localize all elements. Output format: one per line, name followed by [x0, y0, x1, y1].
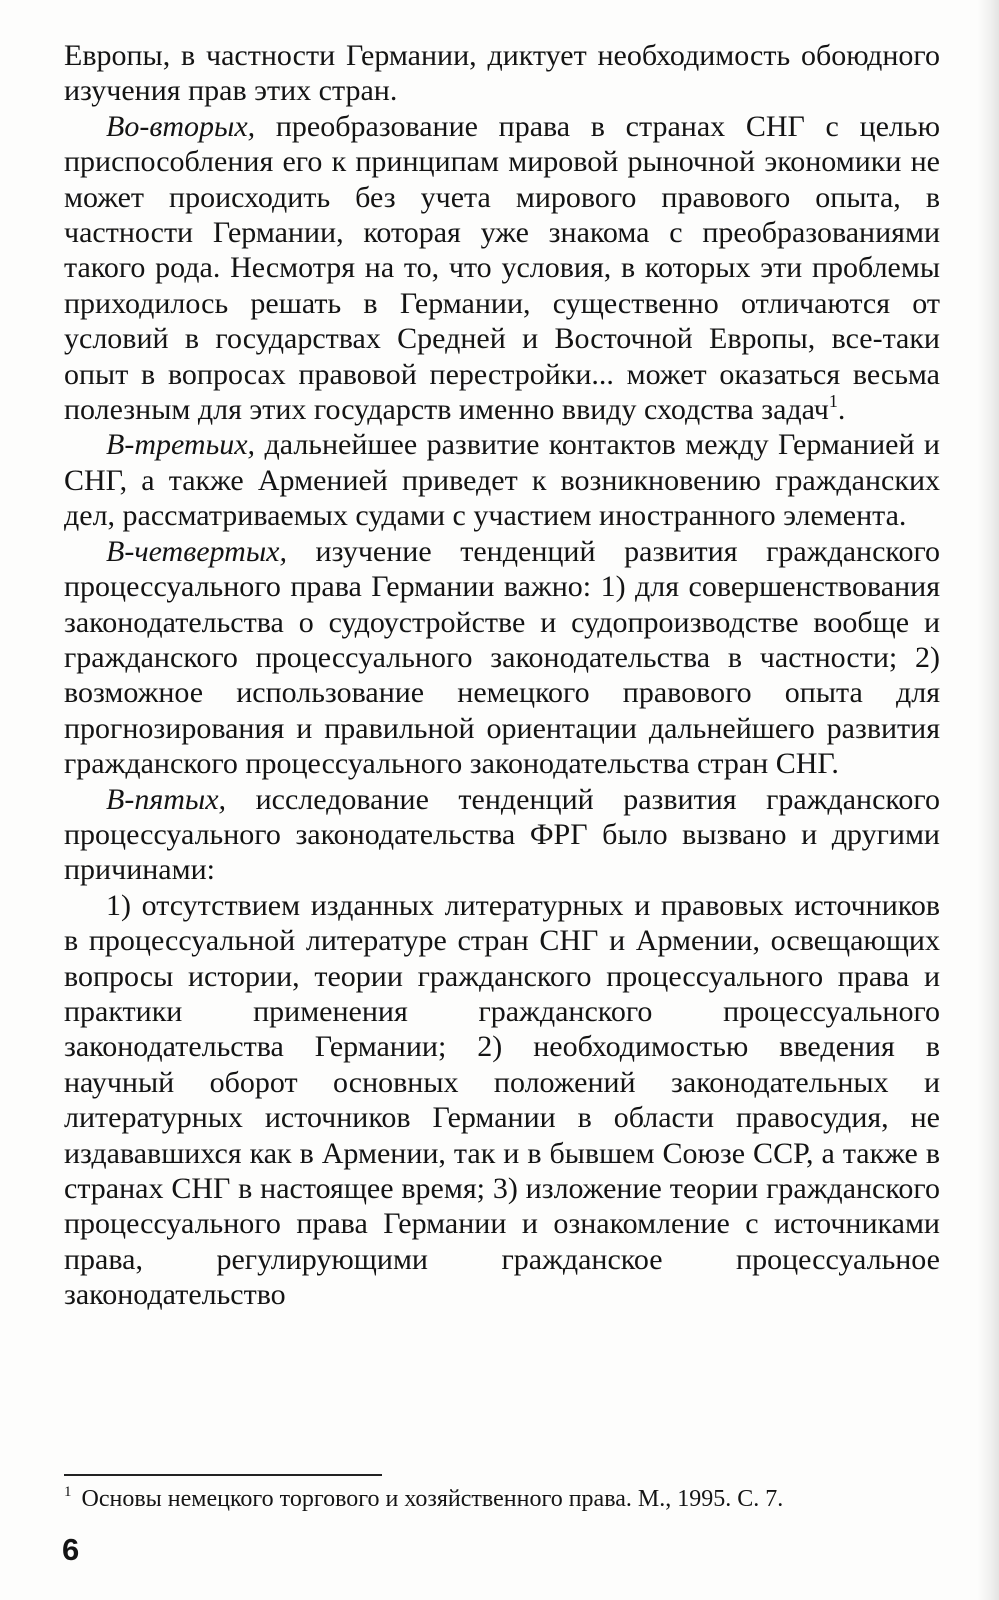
paragraph-third	[64, 427, 940, 533]
paragraph-lead: В-третьих,	[106, 428, 256, 462]
footnote-divider	[64, 1474, 382, 1476]
footnote-text: Основы немецкого торгового и хозяйственного права. М., 1995. С. 7.	[81, 1486, 784, 1512]
paragraph-text: преобразование права в странах СНГ с целью приспособления его к принципам мировой рыночной экономики не может происходить без учета мирового правового опыта, в частности Германии, которая уже знакома с преобразованиями такого рода. Несмотря на то, что условия, в которых эти проблемы приходилось решать в Германии, существенно отличаются от условий в государствах Средней и Восточной Европы, все-таки опыт в вопросах правовой перестройки... может оказаться весьма полезным для этих государств именно ввиду сходства задач	[64, 109, 940, 427]
body-text	[64, 38, 940, 1313]
footnote	[64, 1484, 940, 1514]
paragraph-fifth	[64, 782, 940, 888]
paragraph-text: дальнейшее развитие контактов между Германией и СНГ, а также Арменией приведет к возникновению гражданских дел, рассматриваемых судами с участием иностранного элемента.	[64, 428, 940, 533]
paragraph-text: изучение тенденций развития гражданского процессуального права Германии важно: 1) для совершенствования законодательства о судоустройстве и судопроизводстве вообще и гражданского процессуального законодательства в частности; 2) возможное использование немецкого правового опыта для прогнозирования и правильной ориентации дальнейшего развития гражданского процессуального законодательства стран СНГ.	[64, 534, 940, 781]
paragraph-continuation	[64, 38, 940, 109]
paragraph-lead: В-четвертых,	[106, 534, 287, 568]
paragraph-end-punctuation: .	[837, 393, 846, 427]
paragraph-text: 1) отсутствием изданных литературных и правовых источников в процессуальной литературе стран СНГ и Армении, освещающих вопросы истории, теории гражданского процессуального права и практики применения гражданского процессуального законодательства Германии; 2) необходимостью введения в научный оборот основных положений законодательных и литературных источников Германии в области правосудия, не издававшихся как в Армении, так и в бывшем Союзе ССР, а также в странах СНГ в настоящее время; 3) изложение теории гражданского процессуального права Германии и ознакомление с источниками права, регулирующими гражданское процессуальное законодательство	[64, 888, 940, 1312]
paragraph-list	[64, 888, 940, 1313]
page-edge-shadow	[977, 0, 999, 1600]
paragraph-text: исследование тенденций развития гражданского процессуального законодательства ФРГ было вызвано и другими причинами:	[64, 782, 940, 887]
paragraph-lead: В-пятых,	[106, 782, 227, 816]
footnote-mark: 1	[64, 1484, 72, 1500]
paragraph-second	[64, 109, 940, 428]
page-number: 6	[62, 1532, 80, 1567]
paragraph-text: Европы, в частности Германии, диктует необходимость обоюдного изучения прав этих стран.	[64, 39, 940, 108]
footnote-reference: 1	[828, 391, 838, 412]
paragraph-lead: Во-вторых,	[106, 109, 256, 143]
paragraph-fourth	[64, 534, 940, 782]
